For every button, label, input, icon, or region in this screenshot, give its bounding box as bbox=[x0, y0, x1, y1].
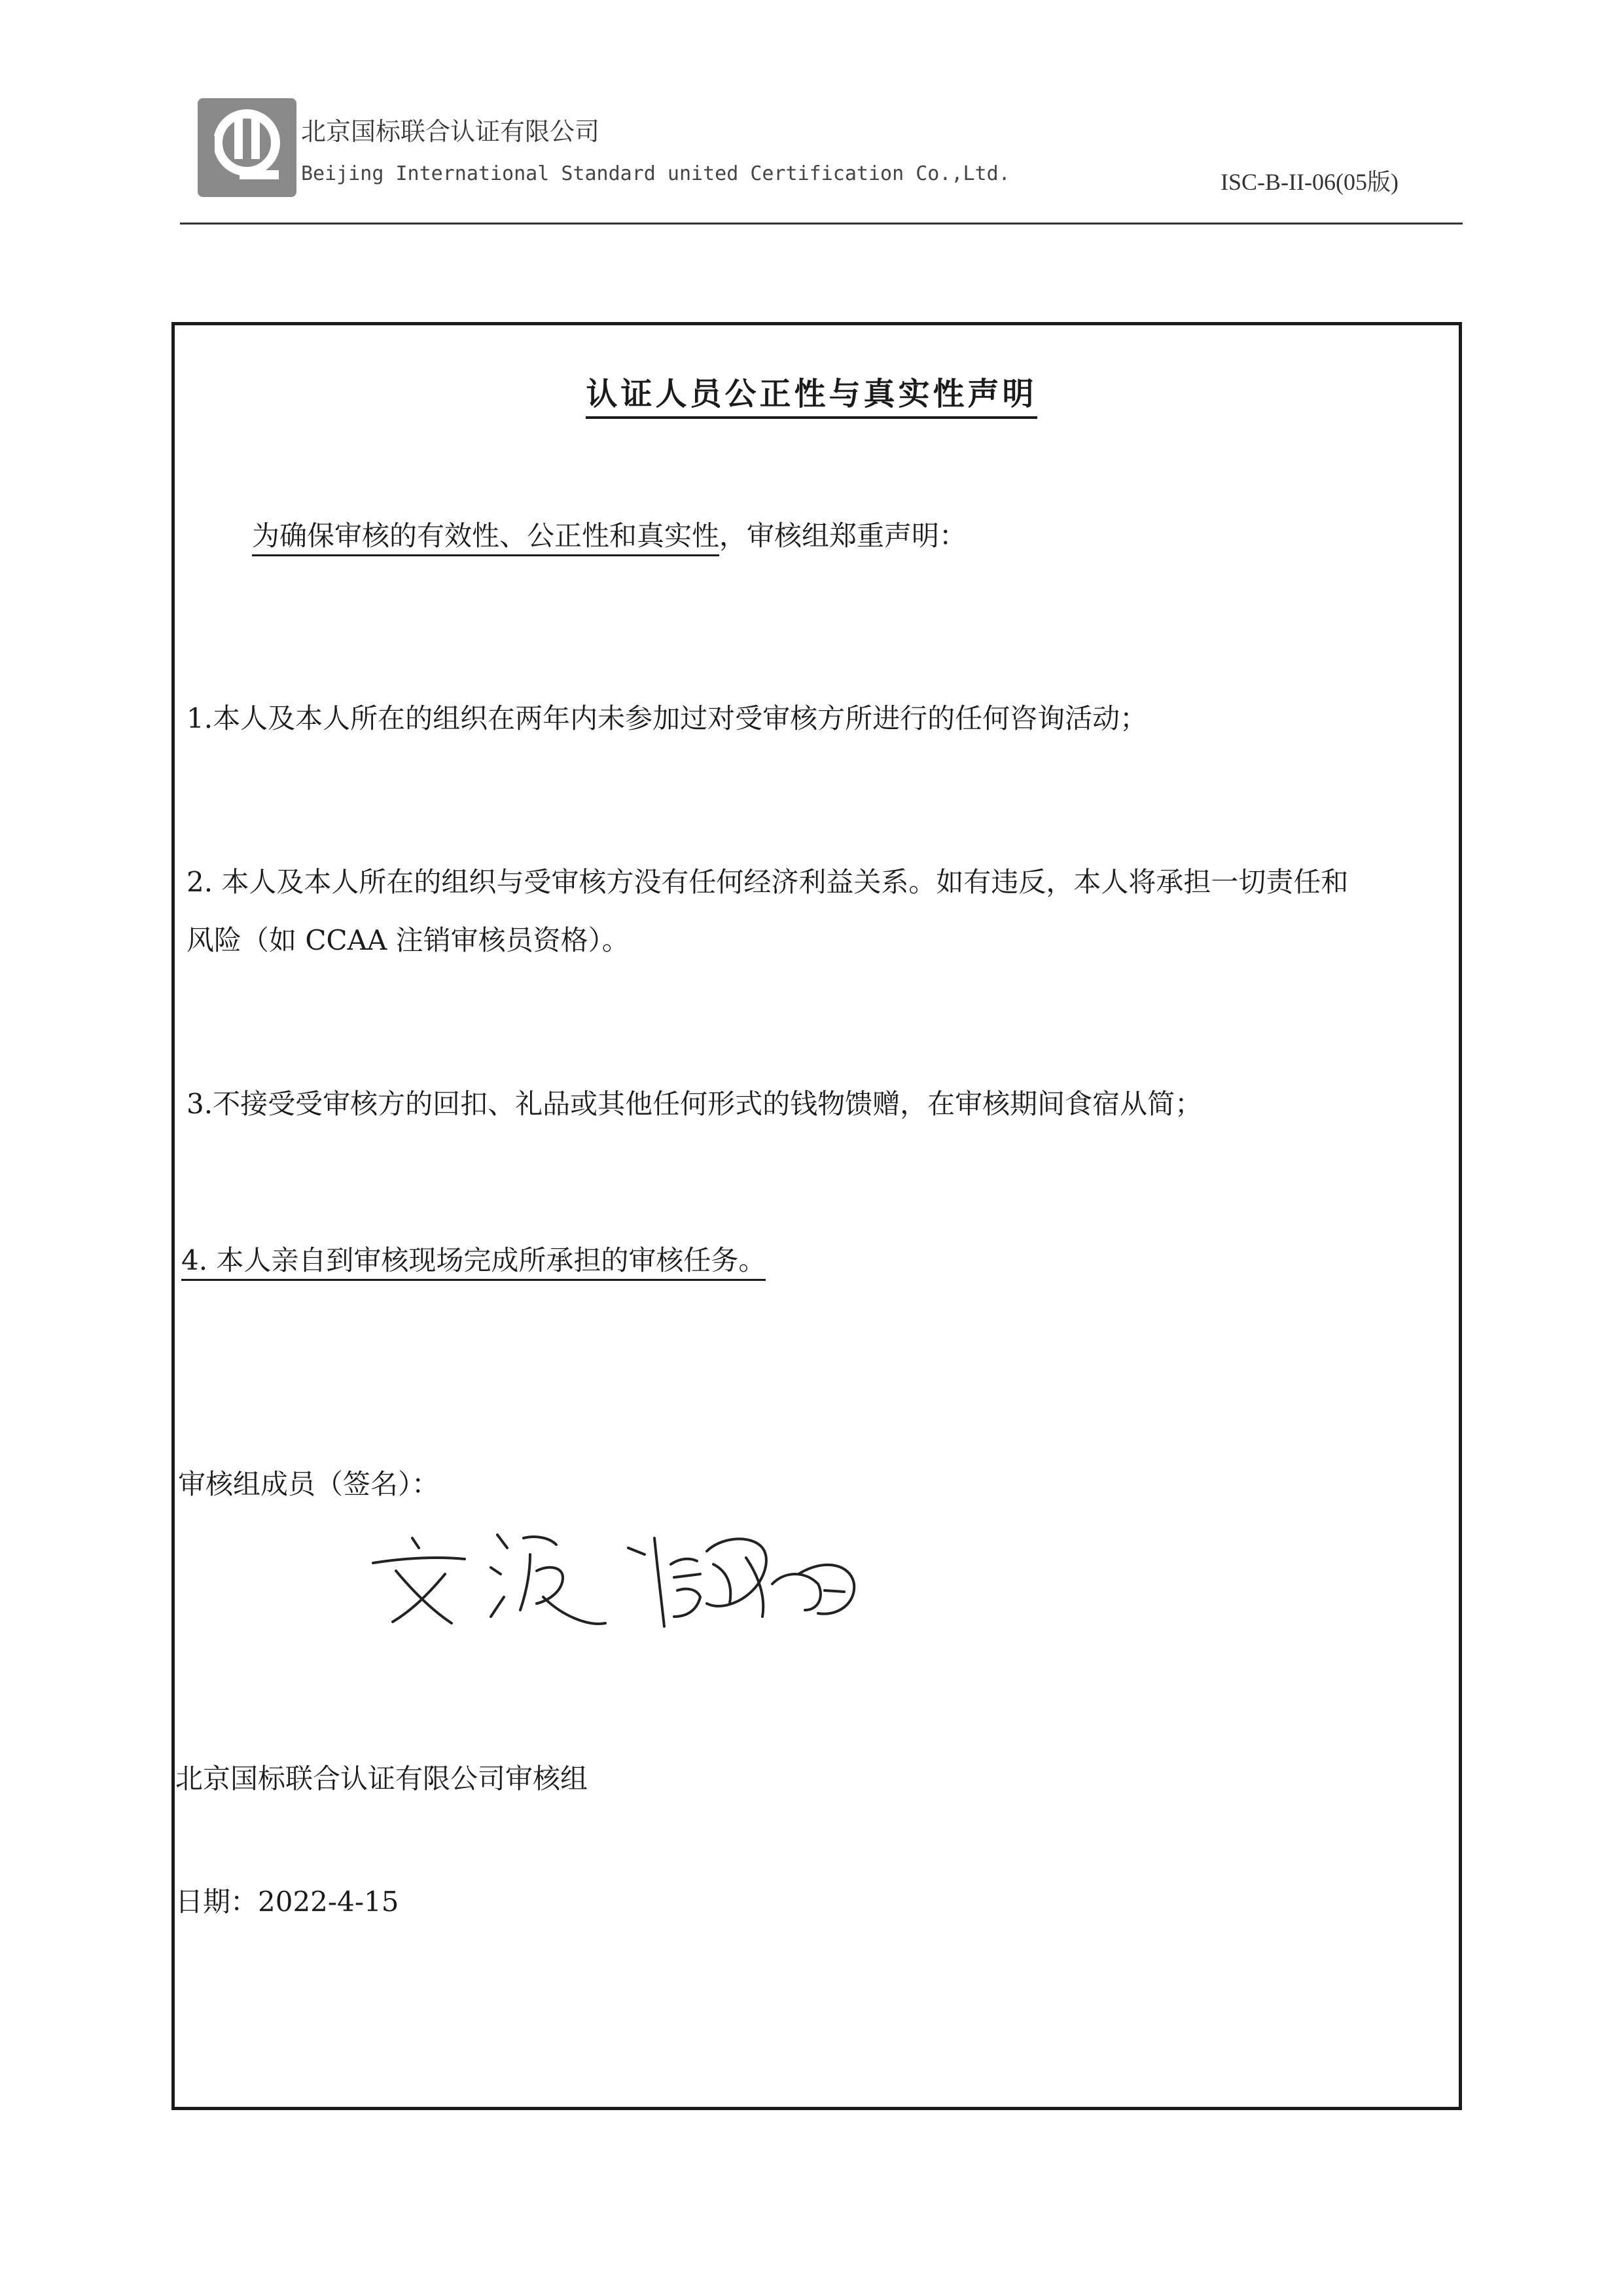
declaration-item-2-line-2: 风险（如 CCAA 注销审核员资格）。 bbox=[187, 924, 630, 956]
company-logo bbox=[196, 97, 298, 198]
declaration-item-4: 4. 本人亲自到审核现场完成所承担的审核任务。 bbox=[181, 1244, 766, 1278]
header-divider bbox=[180, 223, 1463, 224]
intro-paragraph bbox=[252, 519, 967, 554]
date-line bbox=[175, 1885, 399, 1920]
intro-underlined-text: 为确保审核的有效性、公正性和真实性 bbox=[252, 520, 719, 556]
date-value: 2022-4-15 bbox=[258, 1886, 399, 1918]
signature-label: 审核组成员（签名）： bbox=[178, 1468, 440, 1500]
declaration-frame bbox=[171, 322, 1462, 2110]
intro-rest-text: ，审核组郑重声明： bbox=[719, 520, 967, 552]
handwritten-signatures bbox=[366, 1518, 877, 1643]
document-title: 认证人员公正性与真实性声明 bbox=[0, 368, 1623, 414]
declaration-item-3: 3.不接受受审核方的回扣、礼品或其他任何形式的钱物馈赠，在审核期间食宿从简； bbox=[187, 1088, 1203, 1120]
document-code: ISC-B-II-06(05版) bbox=[1221, 169, 1399, 195]
declaration-item-1: 1.本人及本人所在的组织在两年内未参加过对受审核方所进行的任何咨询活动； bbox=[187, 702, 1148, 734]
company-name-cn: 北京国标联合认证有限公司 bbox=[301, 117, 600, 146]
date-label: 日期： bbox=[175, 1886, 259, 1918]
company-name-en: Beijing International Standard united Certification Co.,Ltd. bbox=[301, 162, 1010, 185]
declaration-item-2-line-1: 2. 本人及本人所在的组织与受审核方没有任何经济利益关系。如有违反，本人将承担一切责任和 bbox=[187, 866, 1349, 898]
audit-team-name: 北京国标联合认证有限公司审核组 bbox=[175, 1763, 588, 1795]
